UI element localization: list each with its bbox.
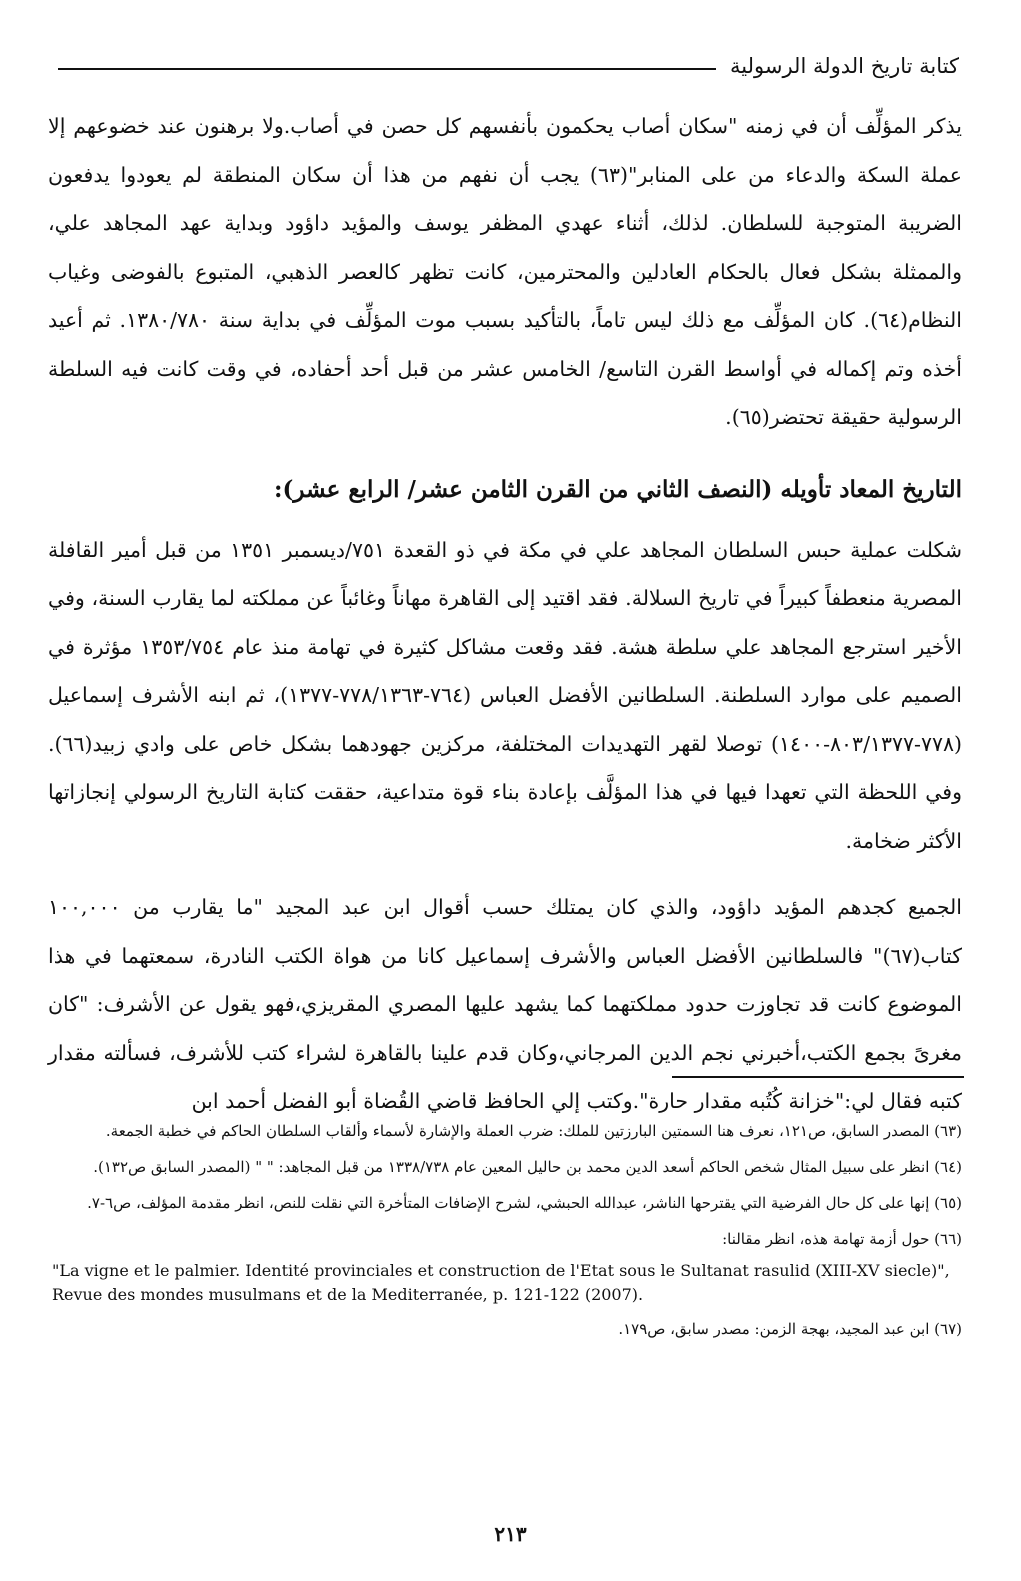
footnote-65: (٦٥) إنها على كل حال الفرضية التي يقترحها الناشر، عبدالله الحبشي، لشرح الإضافات المتأخرة التي نقلت للنص، انظر مقدمة المؤلف، ص٦-٧. xyxy=(87,1194,962,1212)
paragraph-2: شكلت عملية حبس السلطان المجاهد علي في مكة في ذو القعدة ٧٥١/ديسمبر ١٣٥١ من قبل أمير القافلة المصرية منعطفاً كبيراً في تاريخ السلالة. فقد اقتيد إلى القاهرة مهاناً وغائباً عن مملكته لما يقارب السنة، وفي الأخير استرجع المجاهد علي سلطة هشة. فقد وقعت مشاكل كثيرة في تهامة منذ عام ١٣٥٣/٧٥٤ مؤثرة في الصميم على موارد السلطنة. السلطانين الأفضل العباس (٧٦٤-٧٧٨/١٣٦٣-١٣٧٧)، ثم ابنه الأشرف إسماعيل (٧٧٨-٨٠٣/١٣٧٧-١٤٠٠) توصلا لقهر التهديدات المختلفة، مركزين جهودهما بشكل خاص على وادي زبيد(٦٦). وفي اللحظة التي تعهدا فيها في هذا المؤلَّف بإعادة بناء قوة متداعية، حققت كتابة التاريخ الرسولي إنجازاتها الأكثر ضخامة. xyxy=(48,537,962,853)
footnote-66: (٦٦) حول أزمة تهامة هذه، انظر مقالنا: xyxy=(722,1230,962,1248)
page-number: ٢١٣ xyxy=(494,1522,527,1546)
footnote-63: (٦٣) المصدر السابق، ص١٢١، نعرف هنا السمتين البارزتين للملك: ضرب العملة والإشارة لأسماء وألقاب السلطان الحاكم في خطبة الجمعة. xyxy=(105,1122,962,1140)
footnote-64: (٦٤) انظر على سبيل المثال شخص الحاكم أسعد الدين محمد بن حاليل المعين عام ١٣٣٨/٧٣٨ من قبل المجاهد: " " (المصدر السابق ص١٣٢). xyxy=(93,1158,962,1176)
footnote-separator xyxy=(672,1076,964,1078)
book-title: كتابة تاريخ الدولة الرسولية xyxy=(730,54,959,78)
body-text xyxy=(48,102,962,1126)
footnotes xyxy=(52,1115,962,1349)
section-heading: التاريخ المعاد تأويله (النصف الثاني من القرن الثامن عشر/ الرابع عشر): xyxy=(274,475,962,503)
paragraph-3: الجميع كجدهم المؤيد داؤود، والذي كان يمتلك حسب أقوال ابن عبد المجيد "ما يقارب من ١٠٠,٠٠٠ كتاب(٦٧)" فالسلطانين الأفضل العباس والأشرف إسماعيل كانا من هواة الكتب النادرة، سمعتهما في هذا الموضوع كانت قد تجاوزت حدود مملكتهما كما يشهد عليها المصري المقريزي،فهو يقول عن الأشرف: "كان مغرىً بجمع الكتب،أخبرني نجم الدين المرجاني،وكان قدم علينا بالقاهرة لشراء كتب للأشرف، فسألته مقدار كتبه فقال لي:"خزانة كُتُبه مقدار حارة".وكتب إلي الحافظ قاضي القُضاة أبو الفضل أحمد ابن xyxy=(48,895,962,1113)
footnote-66-citation: "La vigne et le palmier. Identité provinciales et construction de l'Etat sous le Sultanat rasulid (XIII-XV siecle)", Revue des mondes musulmans et de la Mediterranée, p. 121-122 (2007). xyxy=(52,1261,950,1304)
paragraph-1: يذكر المؤلِّف أن في زمنه "سكان أصاب يحكمون بأنفسهم كل حصن في أصاب.ولا برهنون عند خضوعهم إلا عملة السكة والدعاء من على المنابر"(٦٣) يجب أن نفهم من هذا أن سكان المنطقة لم يعودوا يدفعون الضريبة المتوجبة للسلطان. لذلك، أثناء عهدي المظفر يوسف والمؤيد داؤود وبداية عهد المجاهد علي، والممثلة بشكل فعال بالحكام العادلين والمحترمين، كانت تظهر كالعصر الذهبي، المتبوع بالفوضى وغياب النظام(٦٤). كان المؤلِّف مع ذلك ليس تاماً، بالتأكيد بسبب موت المؤلِّف في بداية سنة ١٣٨٠/٧٨٠. ثم أعيد أخذه وتم إكماله في أواسط القرن التاسع/ الخامس عشر من قبل أحد أحفاده، في وقت كانت فيه السلطة الرسولية حقيقة تحتضر(٦٥). xyxy=(48,114,962,429)
footnote-67: (٦٧) ابن عبد المجيد، بهجة الزمن: مصدر سابق، ص١٧٩. xyxy=(618,1320,962,1338)
header-rule xyxy=(58,68,716,70)
running-header xyxy=(58,38,959,78)
